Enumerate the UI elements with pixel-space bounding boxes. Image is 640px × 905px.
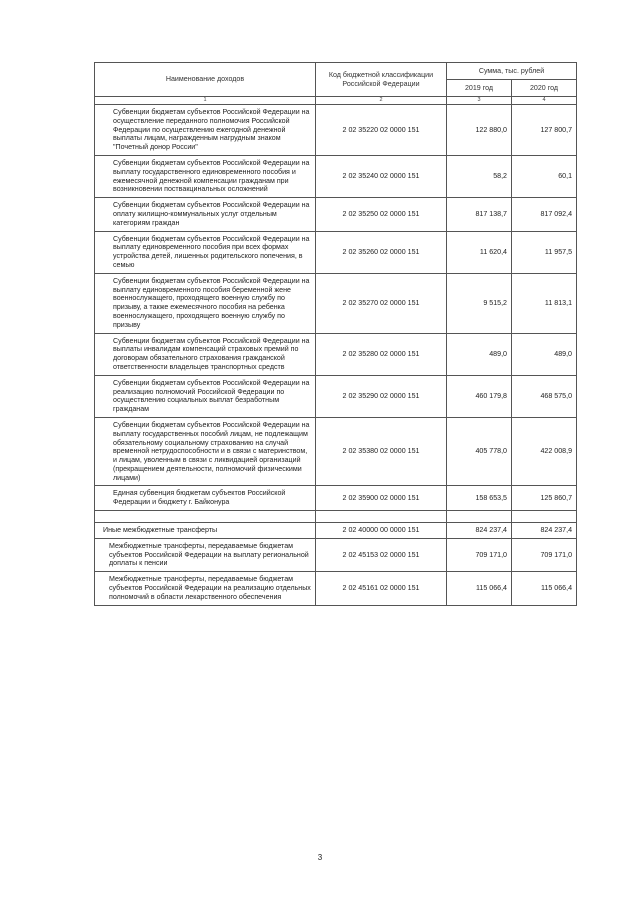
row-value-2019: 122 880,0 — [447, 105, 512, 156]
row-value-2020: 489,0 — [512, 333, 577, 375]
row-name: Субвенции бюджетам субъектов Российской Федерации на выплату единовременного пособия беременной жене военнослужащего, проходящего военную службу по призыву, а также ежемесячного пособия на ребенка военнослужащего, проходящего военную службу по призыву — [113, 276, 310, 329]
row-value-2019: 115 066,4 — [447, 572, 512, 605]
row-value-2020: 709 171,0 — [512, 538, 577, 571]
row-code: 2 02 35250 02 0000 151 — [316, 198, 447, 231]
table-row — [95, 572, 577, 605]
row-name: Межбюджетные трансферты, передаваемые бюджетам субъектов Российской Федерации на реализацию отдельных полномочий в области лекарственного обеспечения — [109, 575, 311, 601]
group-title-row — [95, 523, 577, 539]
row-value-2019: 460 179,8 — [447, 375, 512, 417]
group-value-2019: 824 237,4 — [447, 523, 512, 539]
spacer-row — [95, 511, 577, 523]
page-number: 3 — [317, 853, 323, 862]
row-value-2020: 468 575,0 — [512, 375, 577, 417]
budget-revenue-table — [94, 62, 577, 606]
row-name: Субвенции бюджетам субъектов Российской Федерации на выплату единовременного пособия при всех формах устройства детей, лишенных родительского попечения, в семью — [113, 234, 310, 269]
row-value-2020: 115 066,4 — [512, 572, 577, 605]
table-row — [95, 273, 577, 333]
row-code: 2 02 35270 02 0000 151 — [316, 273, 447, 333]
group-title: Иные межбюджетные трансферты — [103, 526, 218, 535]
row-code: 2 02 35290 02 0000 151 — [316, 375, 447, 417]
row-name: Субвенции бюджетам субъектов Российской Федерации на выплату государственного единовременного пособия и ежемесячной денежной компенсации гражданам при возникновении поствакцинальных осложнений — [113, 158, 310, 194]
row-value-2019: 709 171,0 — [447, 538, 512, 571]
table-row — [95, 155, 577, 197]
row-value-2020: 125 860,7 — [512, 486, 577, 511]
row-value-2020: 11 957,5 — [512, 231, 577, 273]
header-index-3: 3 — [447, 97, 512, 105]
row-value-2020: 817 092,4 — [512, 198, 577, 231]
group-value-2020: 824 237,4 — [512, 523, 577, 539]
row-value-2020: 11 813,1 — [512, 273, 577, 333]
row-code: 2 02 35240 02 0000 151 — [316, 155, 447, 197]
table-row — [95, 105, 577, 156]
header-index-1: 1 — [95, 97, 316, 105]
header-name: Наименование доходов — [95, 63, 316, 97]
header-code: Код бюджетной классификации Российской Федерации — [316, 63, 447, 97]
header-index-2: 2 — [316, 97, 447, 105]
row-value-2019: 158 653,5 — [447, 486, 512, 511]
header-year-2019: 2019 год — [447, 80, 512, 97]
table-row — [95, 231, 577, 273]
row-name: Единая субвенция бюджетам субъектов Российской Федерации и бюджету г. Байконура — [113, 489, 286, 507]
row-value-2019: 817 138,7 — [447, 198, 512, 231]
header-index-4: 4 — [512, 97, 577, 105]
row-name: Субвенции бюджетам субъектов Российской Федерации на осуществление переданного полномочия Российской Федерации по осуществлению ежегодной денежной выплаты лицам, награжденным нагрудным знаком "Почетный донор России" — [113, 108, 310, 152]
row-value-2020: 127 800,7 — [512, 105, 577, 156]
row-value-2019: 58,2 — [447, 155, 512, 197]
row-name: Субвенции бюджетам субъектов Российской Федерации на выплаты инвалидам компенсаций страховых премий по договорам обязательного страхования гражданской ответственности владельцев транспортных средств — [113, 336, 310, 371]
row-name: Субвенции бюджетам субъектов Российской Федерации на оплату жилищно-коммунальных услуг отдельным категориям граждан — [113, 201, 310, 227]
row-code: 2 02 45161 02 0000 151 — [316, 572, 447, 605]
header-year-2020: 2020 год — [512, 80, 577, 97]
row-value-2019: 11 620,4 — [447, 231, 512, 273]
row-value-2019: 9 515,2 — [447, 273, 512, 333]
row-code: 2 02 35260 02 0000 151 — [316, 231, 447, 273]
row-value-2020: 422 008,9 — [512, 417, 577, 486]
table-row — [95, 198, 577, 231]
row-name: Субвенции бюджетам субъектов Российской Федерации на реализацию полномочий Российской Федерации по осуществлению социальных выплат безработным гражданам — [113, 378, 310, 414]
table-row — [95, 333, 577, 375]
table-row — [95, 417, 577, 486]
table-row — [95, 486, 577, 511]
group-code: 2 02 40000 00 0000 151 — [316, 523, 447, 539]
row-code: 2 02 35220 02 0000 151 — [316, 105, 447, 156]
row-code: 2 02 35380 02 0000 151 — [316, 417, 447, 486]
row-name: Межбюджетные трансферты, передаваемые бюджетам субъектов Российской Федерации на выплату региональной доплаты к пенсии — [109, 541, 309, 568]
row-code: 2 02 45153 02 0000 151 — [316, 538, 447, 571]
table-row — [95, 538, 577, 571]
row-value-2020: 60,1 — [512, 155, 577, 197]
row-value-2019: 489,0 — [447, 333, 512, 375]
row-value-2019: 405 778,0 — [447, 417, 512, 486]
table-row — [95, 375, 577, 417]
row-name: Субвенции бюджетам субъектов Российской Федерации на выплату государственных пособий лицам, не подлежащим обязательному социальному страхованию на случай временной нетрудоспособности и в связи с материнством, и лицам, уволенным в связи с ликвидацией организаций (прекращением деятельности, полномочий физическими лицами) — [113, 420, 310, 482]
row-code: 2 02 35280 02 0000 151 — [316, 333, 447, 375]
header-sum: Сумма, тыс. рублей — [447, 63, 577, 80]
row-code: 2 02 35900 02 0000 151 — [316, 486, 447, 511]
